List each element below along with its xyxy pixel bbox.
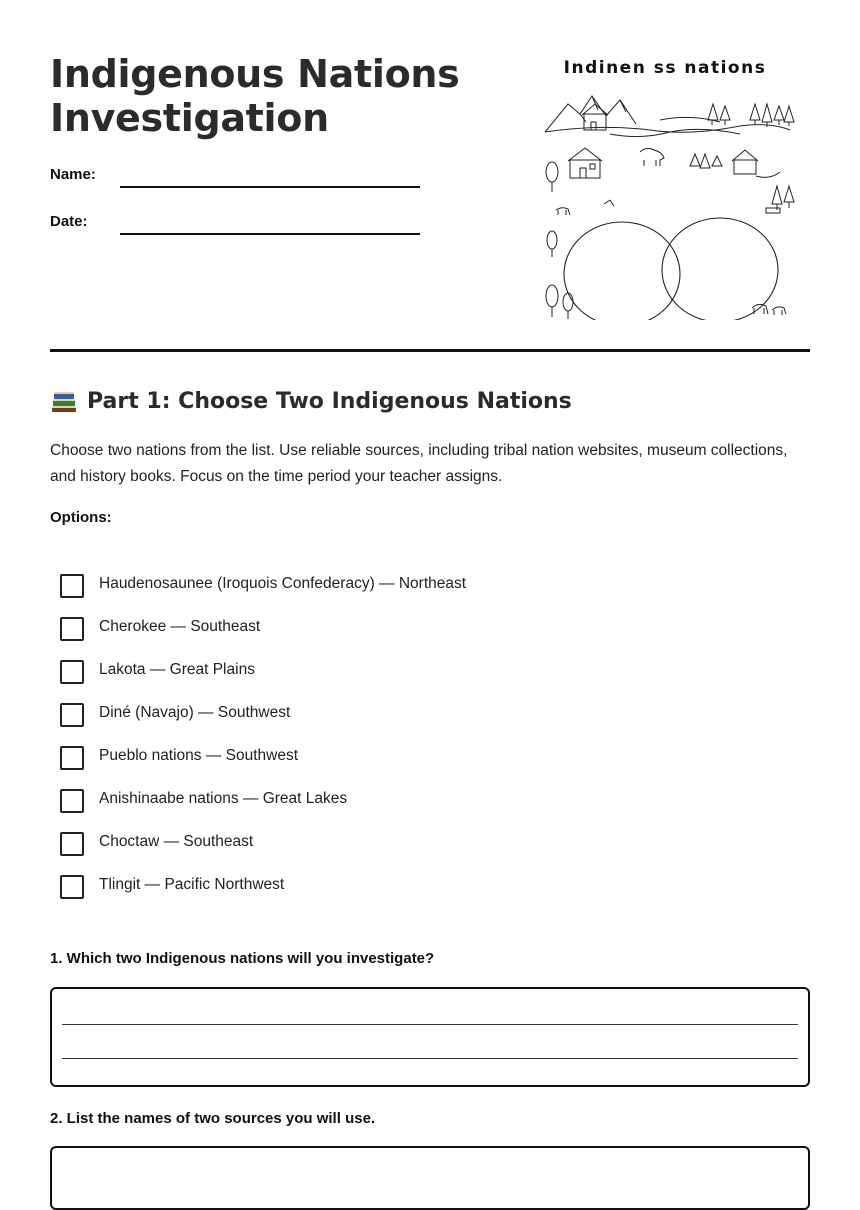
option-label: Pueblo nations — Southwest [99, 747, 299, 764]
option-checkbox[interactable] [60, 875, 84, 899]
options-label: Options: [50, 509, 112, 526]
question-1-prompt: 1. Which two Indigenous nations will you investigate? [50, 950, 435, 967]
option-checkbox[interactable] [60, 617, 84, 641]
name-label: Name: [50, 166, 96, 183]
part1-instructions: Choose two nations from the list. Use reliable sources, including tribal nation websites, museum collections, and history books. Focus on the time period your teacher assigns. [50, 442, 788, 485]
part1-heading-text: Part 1: Choose Two Indigenous Nations [87, 388, 572, 414]
books-icon [50, 388, 78, 414]
answer-line [62, 1058, 798, 1059]
question-1-answer-box[interactable] [50, 987, 810, 1087]
illustration-caption: Indinen ss nations [563, 58, 767, 78]
nation-option [60, 872, 466, 915]
answer-line [62, 1024, 798, 1025]
section-divider [50, 349, 810, 352]
nation-option [60, 743, 466, 786]
nation-option [60, 786, 466, 829]
option-label: Cherokee — Southeast [99, 618, 261, 635]
option-label: Haudenosaunee (Iroquois Confederacy) — Northeast [99, 575, 467, 592]
name-field[interactable] [120, 186, 420, 188]
option-checkbox[interactable] [60, 832, 84, 856]
worksheet-title: Indigenous Nations Investigation [50, 52, 460, 140]
date-field[interactable] [120, 233, 420, 235]
nation-option [60, 571, 466, 614]
nation-option [60, 829, 466, 872]
date-label: Date: [50, 213, 88, 230]
option-label: Diné (Navajo) — Southwest [99, 704, 291, 721]
option-checkbox[interactable] [60, 574, 84, 598]
nation-option [60, 614, 466, 657]
option-label: Lakota — Great Plains [99, 661, 255, 678]
option-label: Choctaw — Southeast [99, 833, 254, 850]
part1-heading [50, 388, 572, 414]
option-checkbox[interactable] [60, 660, 84, 684]
nation-options-list [60, 571, 466, 915]
question-2-answer-box[interactable] [50, 1146, 810, 1210]
option-label: Anishinaabe nations — Great Lakes [99, 790, 348, 807]
question-2-prompt: 2. List the names of two sources you will use. [50, 1110, 376, 1127]
venn-diagram-landscape-illustration [540, 58, 810, 320]
nation-option [60, 700, 466, 743]
option-checkbox[interactable] [60, 746, 84, 770]
option-checkbox[interactable] [60, 789, 84, 813]
option-checkbox[interactable] [60, 703, 84, 727]
option-label: Tlingit — Pacific Northwest [99, 876, 285, 893]
nation-option [60, 657, 466, 700]
